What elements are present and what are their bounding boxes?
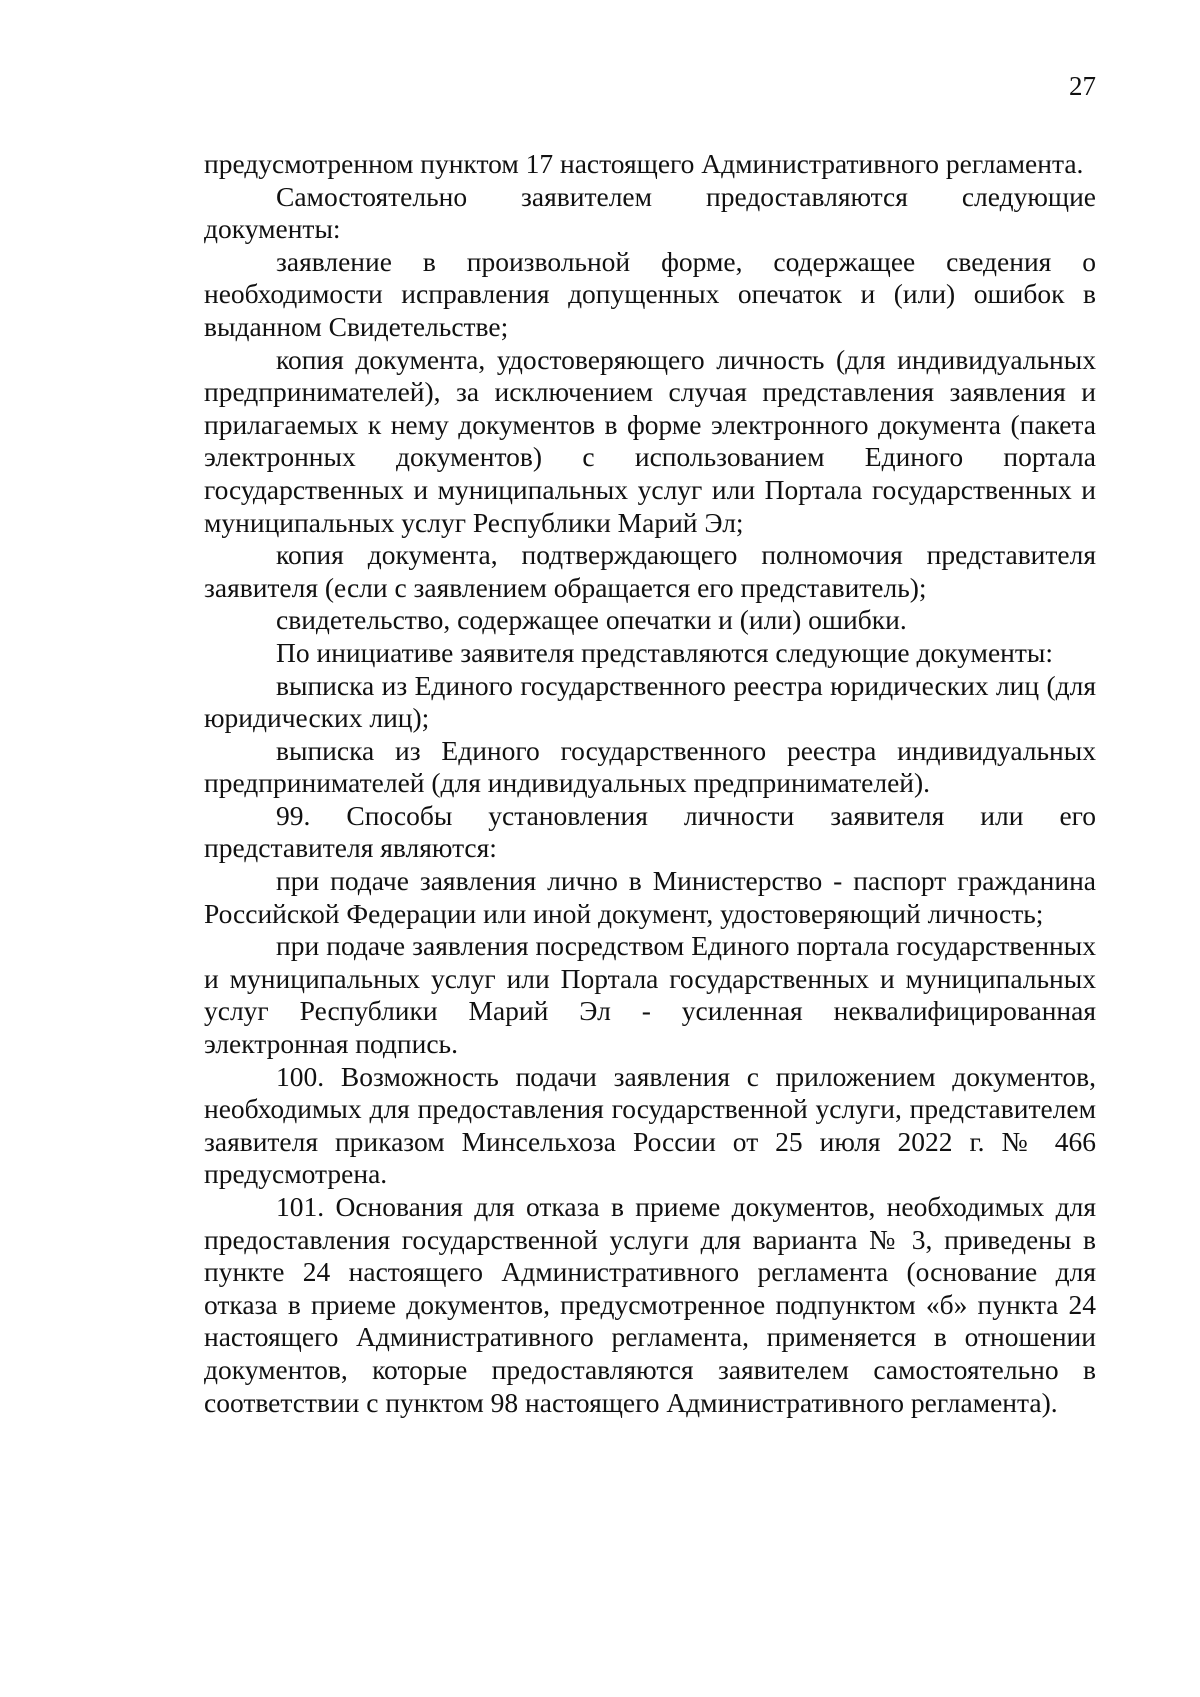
paragraph: 99. Способы установления личности заявителя или его представителя являются:	[204, 799, 1096, 864]
paragraph: при подаче заявления посредством Единого портала государственных и муниципальных услуг или Портала государственных и муниципальных услуг Республики Марий Эл - усиленная неквалифицированная электронная подпись.	[204, 930, 1096, 1060]
paragraph: копия документа, удостоверяющего личность (для индивидуальных предпринимателей), за исключением случая представления заявления и прилагаемых к нему документов в форме электронного документа (пакета электронных документов) с использованием Единого портала государственных и муниципальных услуг или Портала государственных и муниципальных услуг Республики Марий Эл;	[204, 343, 1096, 538]
paragraph: 101. Основания для отказа в приеме документов, необходимых для предоставления государственной услуги для варианта № 3, приведены в пункте 24 настоящего Административного регламента (основание для отказа в приеме документов, предусмотренное подпунктом «б» пункта 24 настоящего Административного регламента, применяется в отношении документов, которые предоставляются заявителем самостоятельно в соответствии с пунктом 98 настоящего Административного регламента).	[204, 1191, 1096, 1418]
paragraph: выписка из Единого государственного реестра юридических лиц (для юридических лиц);	[204, 669, 1096, 734]
paragraph: свидетельство, содержащее опечатки и (или) ошибки.	[276, 604, 907, 636]
document-body	[204, 148, 1096, 1419]
page-number: 27	[1069, 71, 1096, 101]
paragraph: заявление в произвольной форме, содержащее сведения о необходимости исправления допущенных опечаток и (или) ошибок в выданном Свидетельстве;	[204, 245, 1096, 342]
paragraph: выписка из Единого государственного реестра индивидуальных предпринимателей (для индивидуальных предпринимателей).	[204, 734, 1096, 799]
paragraph: предусмотренном пунктом 17 настоящего Административного регламента.	[204, 148, 1084, 179]
paragraph: По инициативе заявителя представляются следующие документы:	[276, 636, 1054, 668]
paragraph: при подаче заявления лично в Министерство - паспорт гражданина Российской Федерации или иной документ, удостоверяющий личность;	[204, 865, 1096, 929]
paragraph: Самостоятельно заявителем предоставляются следующие документы:	[204, 180, 1096, 245]
paragraph: копия документа, подтверждающего полномочия представителя заявителя (если с заявлением обращается его представитель);	[204, 539, 1096, 603]
paragraph: 100. Возможность подачи заявления с приложением документов, необходимых для предоставления государственной услуги, представителем заявителя приказом Минсельхоза России от 25 июля 2022 г. № 466 предусмотрена.	[204, 1060, 1096, 1190]
